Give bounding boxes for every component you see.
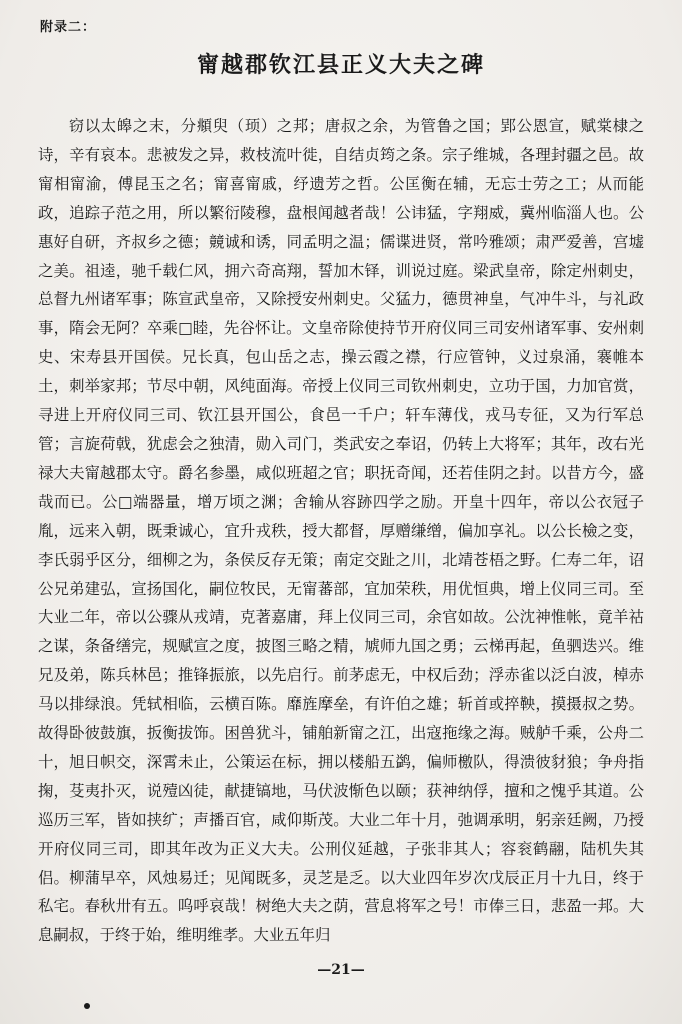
inscription-body-text: 窃以太皞之末，分頫臾（顼）之邦；唐叔之余，为管鲁之国；郢公恩宣，赋棠棣之诗，辛有哀本。悲被发之异，救枝流叶徙，自结贞筠之条。宗子维城，各理封疆之邑。故甯相甯渝，傅昆玉之名；甯喜甯戚，纾遗芳之哲。公匡衡在辅，无忘士劳之工；从而能政，追踪子范之用，所以繁衍陵穆，盘根闻越者哉！公讳猛，字翔威，冀州临淄人也。公惠好自研，齐叔乡之德；竸诚和诱，同孟明之温；儒谍进贤，常吟雅颂；肃严爱善，宫墟之美。祖逵，驰千载仁风，拥六奇高翔，誓加木铎，训说过庭。梁武皇帝，除定州刺史，总督九州诸军事；陈宣武皇帝，又除授安州刺史。父猛力，德贯神皇，气冲牛斗，与礼政事，隋会无阿？卒乘□睦，先谷怀让。文皇帝除使持节开府仪同三司安州诸军事、安州刺史、宋寿县开国侯。兄长真，包山岳之志，操云霞之襟，行应管钟，义过泉涌，褰帷本土，刺举家邦；节尽中朝，风纯面海。帝授上仪同三司钦州刺史，立功于国，力加官赏，寻进上开府仪同三司、钦江县开国公，食邑一千户；轩车薄伐，戎马专征，又为行军总管；言旋荷戟，犹虑会之独清，勋入司门，类武安之奉诏，仍转上大将军；其年，改右光禄大夫甯越郡太守。爵名参墨，咸似班超之官；职抚奇闻，还若佳阴之封。以昔方今，盛哉而已。公□端器量，增万顷之渊；舍输从容跡四学之励。开皇十四年，帝以公衣冠子胤，远来入朝，既秉诚心，宜升戎秩，授大都督，厚赠缣缯，偏加享礼。以公长檢之变，李氏弱乎区分，细柳之为，条侯反存无策；南定交趾之川，北靖苍梧之野。仁寿二年，诏公兄弟建弘，宣扬国化，嗣位牧民，无甯蕃部，宜加荣秩，用优恒典，增上仪同三司。至大业二年，帝以公骤从戎靖，克著嘉庸，拜上仪同三司，余官如故。公沈神惟帐，竟羊祜之谋，条备缮完，规赋宣之度，披图三略之精，虓师九国之勇；云梯再起，鱼驷迭兴。维兄及弟，陈兵林邑；推锋振旅，以先启行。前茅虑无，中权后劲；浮赤雀以泛白波，棹赤马以排绿浪。凭轼相临，云横百陈。靡旌摩垒，有许伯之雄；斩首或捽鞅，摸摄叔之势。故得卧彼鼓旗，扳衡拔饰。困兽犹斗，铺舶新甯之江，出寇拖缘之海。贼舻千乘，公舟二十，旭日帜交，深霄未止，公策运在标，拥以楼船五鹢，偏师檄队，得溃彼豺狼；争舟指掬，芟夷扑灭，说殪凶徒，献捷镐地，马伏波惭色以颐；获神纳俘，擅和之愧乎其道。公巡历三军，皆如挟纩；声播百官，咸仰斯茂。大业二年十月，弛调承明，躬亲廷阙，乃授开府仪同三司，即其年改为正义大夫。公刑仪延越，子张非其人；容衮鹤翮，陆机失其侣。柳蒲早卒，风烛易迁；见闻既多，灵芝是乏。以大业四年岁次戊辰正月十九日，终于私宅。春秋卅有五。呜呼哀哉！树绝大夫之荫，营息将军之号！市俸三日，悲盈一邦。大息嗣叔，于终于始，维明维孝。大业五年归 [38, 117, 644, 945]
appendix-label: 附录二： [40, 20, 97, 35]
margin-ink-dot [84, 1003, 90, 1009]
page-number: —21— [317, 962, 365, 978]
document-title: 甯越郡钦江县正义大夫之碑 [196, 52, 485, 78]
